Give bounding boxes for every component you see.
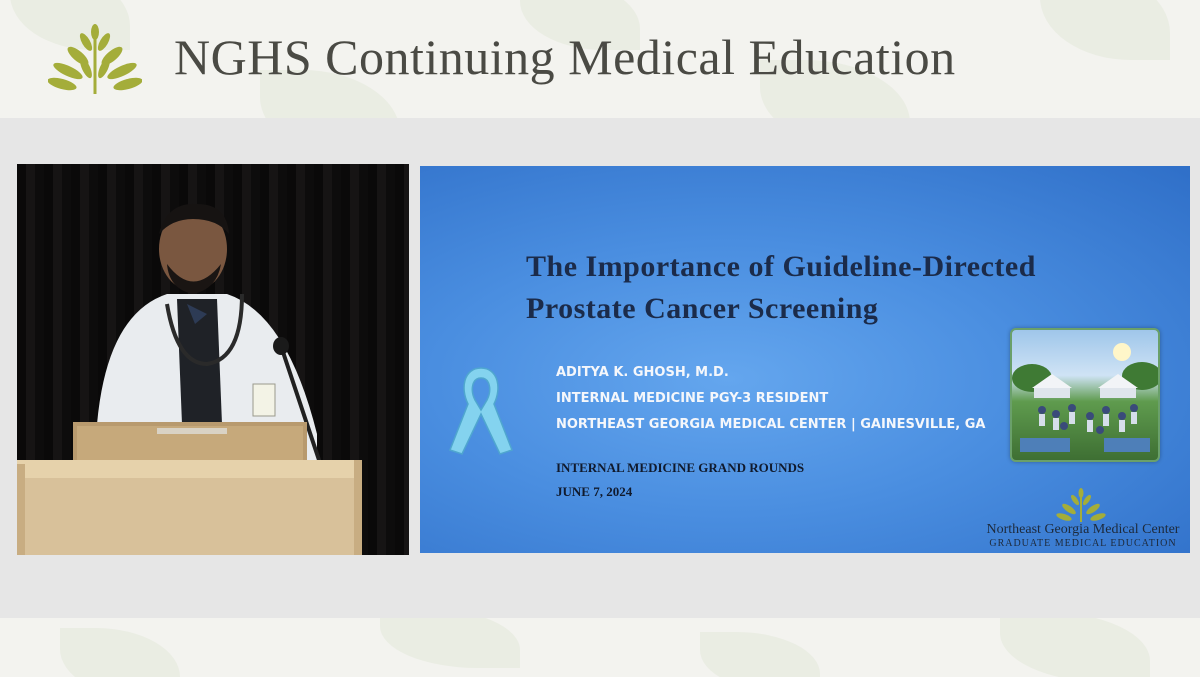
header-banner (0, 0, 1200, 118)
event-info (556, 456, 804, 504)
speaker-image (17, 164, 409, 555)
presenter-info (556, 360, 985, 438)
slide-title-line-1: The Importance of Guideline-Directed (526, 250, 1036, 283)
slide-title-line-2: Prostate Cancer Screening (526, 292, 879, 325)
org-name: Northeast Georgia Medical Center (986, 522, 1180, 537)
presenter-role: INTERNAL MEDICINE PGY-3 RESIDENT (556, 391, 829, 406)
awareness-ribbon-icon (446, 362, 516, 458)
org-subtitle: GRADUATE MEDICAL EDUCATION (989, 538, 1177, 549)
event-date: JUNE 7, 2024 (556, 484, 633, 499)
nghs-leaf-logo-icon (48, 24, 142, 96)
leaf-decoration (700, 632, 820, 677)
event-name: INTERNAL MEDICINE GRAND ROUNDS (556, 460, 805, 475)
page-title: NGHS Continuing Medical Education (174, 29, 956, 85)
presenter-institution: NORTHEAST GEORGIA MEDICAL CENTER | GAINESVILLE, GA (556, 417, 986, 432)
footer-banner (0, 618, 1200, 677)
slide-title (526, 246, 1036, 330)
nemc-leaf-logo-icon (1056, 488, 1106, 524)
crowd-scene-image (1012, 330, 1158, 460)
presenter-name: ADITYA K. GHOSH, M.D. (556, 365, 729, 380)
leaf-decoration (1000, 618, 1150, 677)
health-fair-illustration (1010, 328, 1160, 462)
leaf-decoration (60, 628, 180, 677)
leaf-decoration (380, 618, 520, 668)
leaf-decoration (1040, 0, 1170, 60)
presentation-slide (420, 166, 1190, 553)
speaker-camera-feed (17, 164, 409, 555)
